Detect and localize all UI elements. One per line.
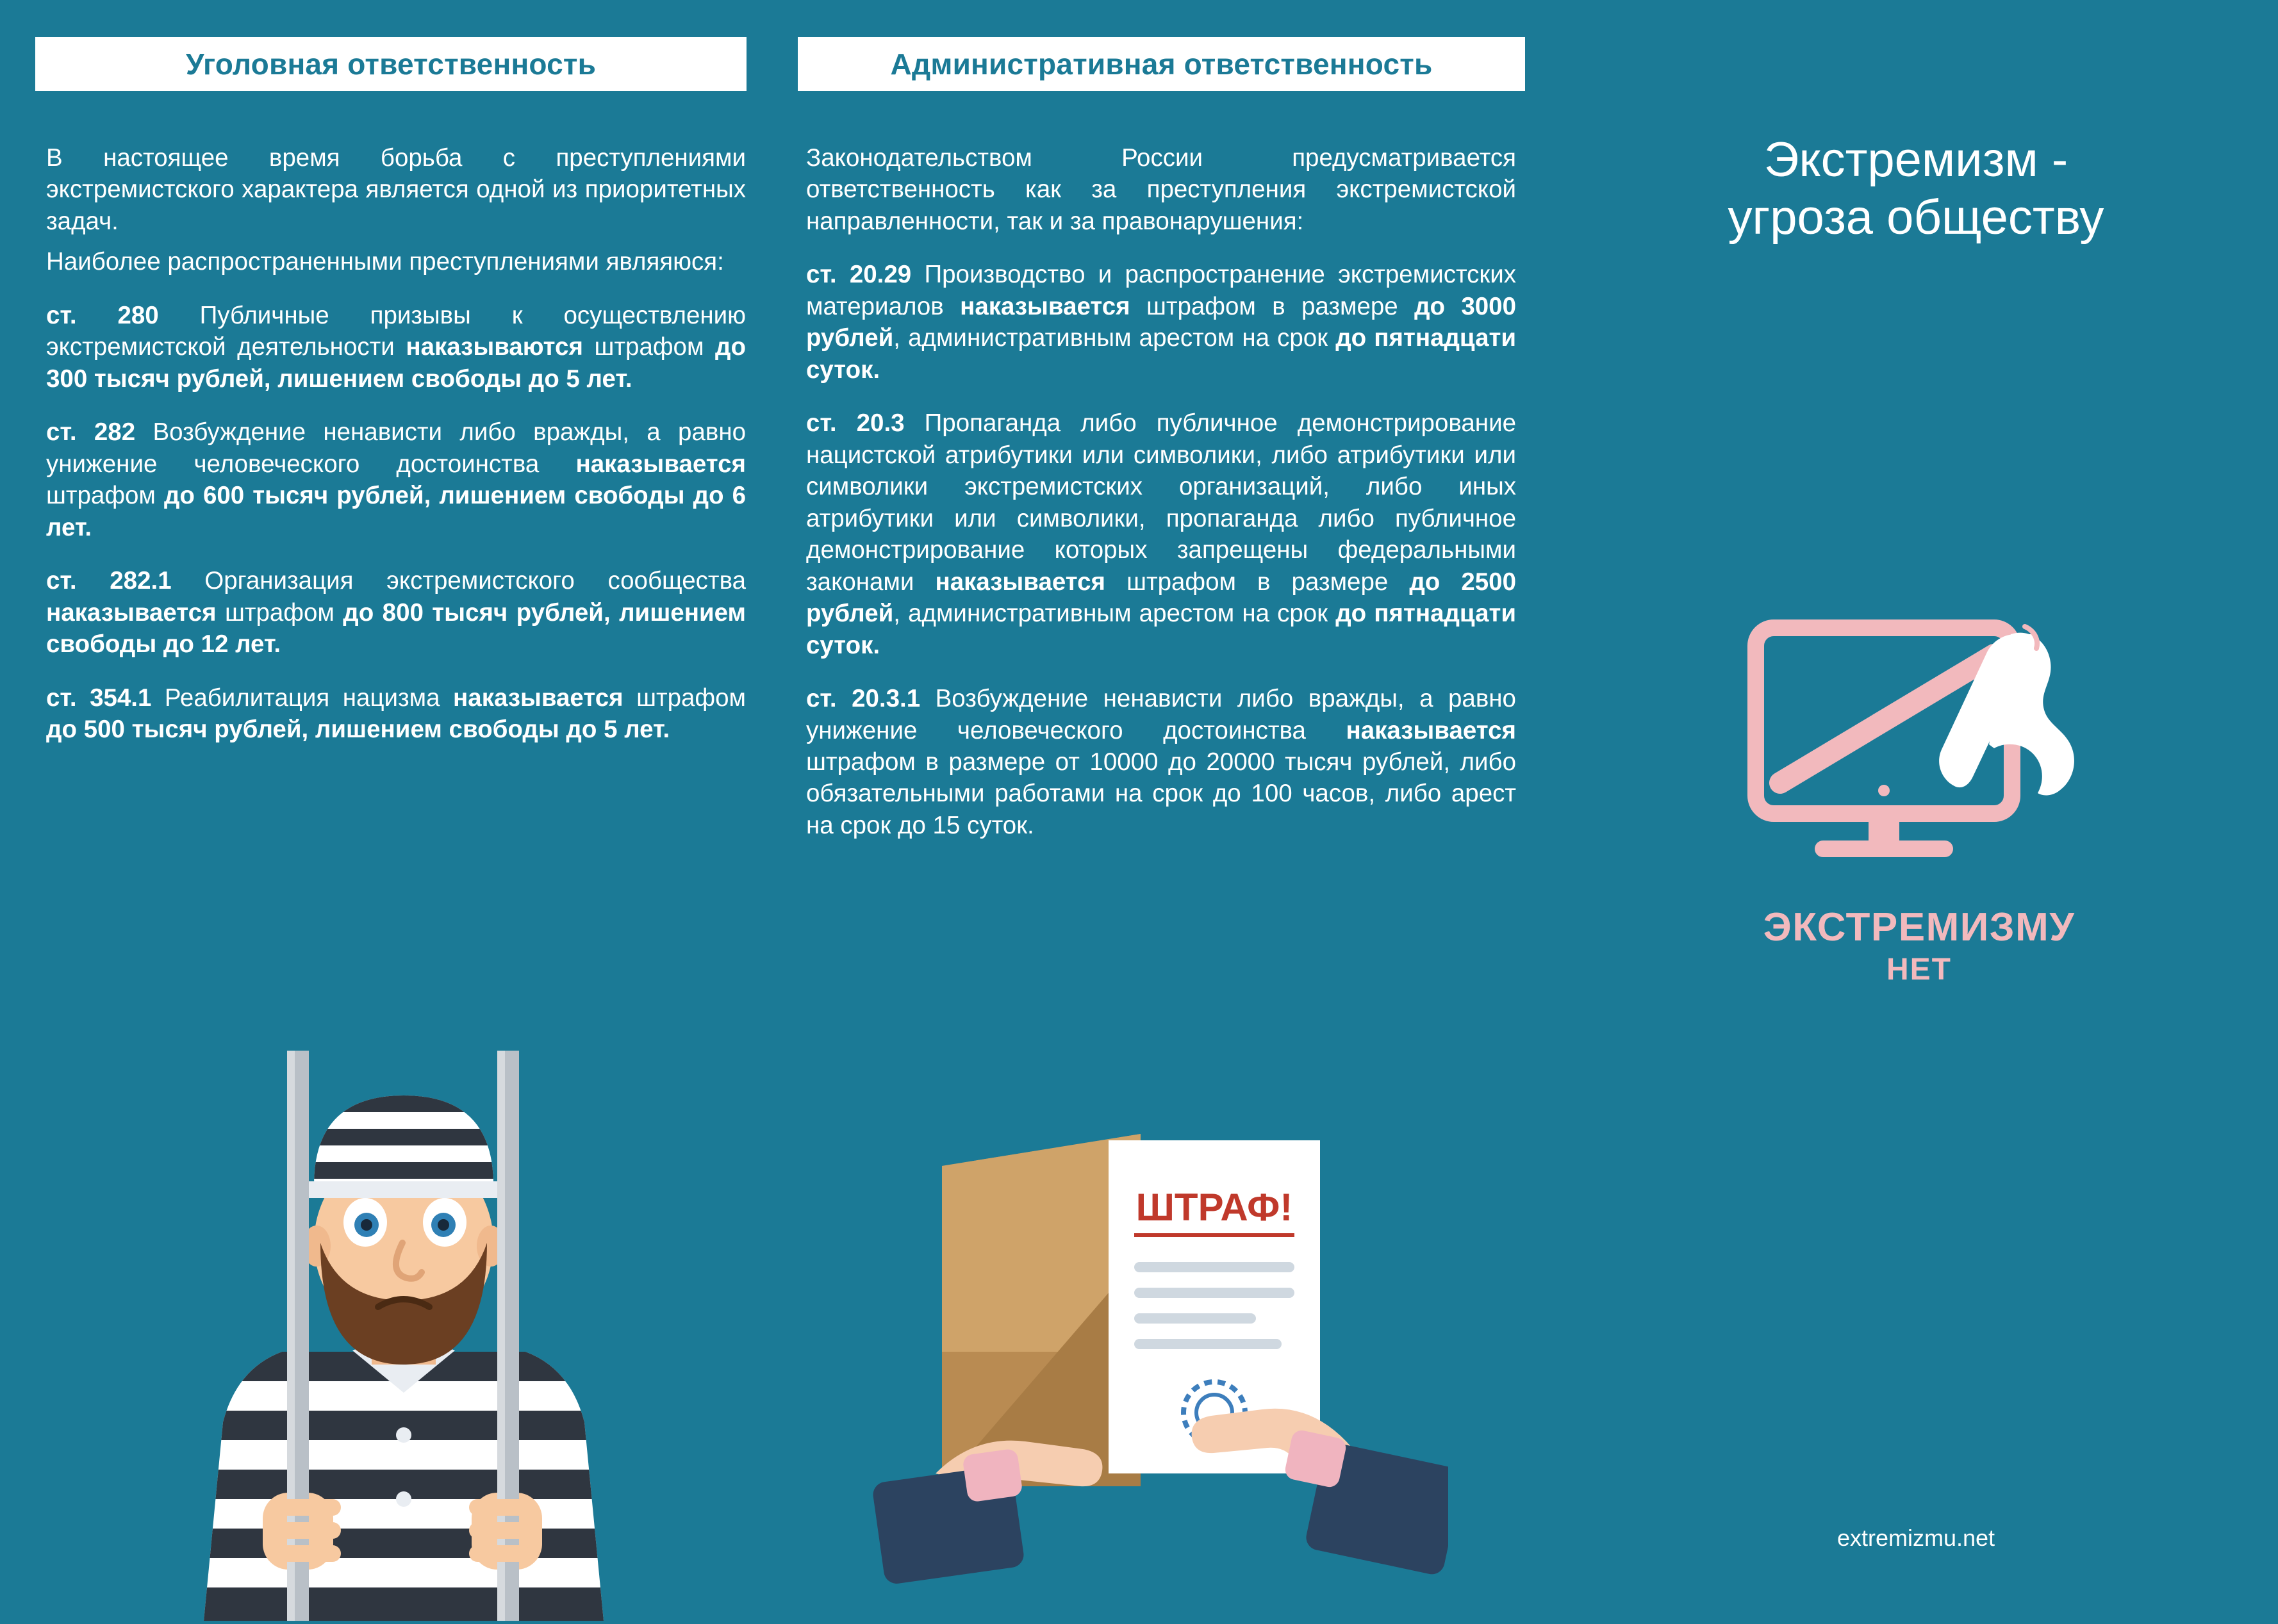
prisoner-behind-bars-illustration [160,1051,647,1621]
no-extremism-monitor-icon [1666,615,2172,890]
fine-document-title: ШТРАФ! [1135,1186,1293,1229]
administrative-paragraph-1: Законодательством России предусматривается ответственность как за преступления экстремистской направленности, так и за правонарушения: [806,144,1516,235]
criminal-liability-column [46,142,746,746]
fine-letter-illustration [839,1063,1448,1621]
criminal-liability-header: Уголовная ответственность [35,37,747,91]
no-extremism-logo [1666,615,2172,1025]
page-title [1583,131,2249,246]
poster-title-line-1: Экстремизм - [1763,133,2068,187]
administrative-liability-header: Административная ответственность [798,37,1525,91]
criminal-article-282: ст. 282 Возбуждение ненависти либо вражды, а равно унижение человеческого достоинства наказывается штрафом до 600 тысяч рублей, лишением свободы до 6 лет. [46,418,746,541]
administrative-article-20-3-1: ст. 20.3.1 Возбуждение ненависти либо вражды, а равно унижение человеческого достоинства наказывается штрафом в размере от 10000 до 20000 тысяч рублей, либо обязательными работами на срок до 100 часов, либо арест на срок до 15 суток. [806,685,1516,839]
criminal-article-354-1: ст. 354.1 Реабилитация нацизма наказывается штрафом до 500 тысяч рублей, лишением свободы до 5 лет. [46,684,746,744]
logo-text-line-2: НЕТ [1886,952,1952,987]
logo-text [1666,906,2172,987]
administrative-article-20-3: ст. 20.3 Пропаганда либо публичное демонстрирование нацистской атрибутики или символики, либо атрибутики или символики экстремистских организаций, либо иных атрибутики или символики, пропаганда либо публичное демонстрирование которых запрещены федеральными законами наказывается штрафом в размере до 2500 рублей, административным арестом на срок до пятнадцати суток. [806,409,1517,659]
criminal-article-280: ст. 280 Публичные призывы к осуществлению экстремистской деятельности наказываются штрафом до 300 тысяч рублей, лишением свободы до 5 лет. [46,301,747,393]
criminal-paragraph-2: Наиболее распространенными преступлениями являяюся: [46,248,724,276]
logo-text-line-1: ЭКСТРЕМИЗМУ [1763,905,2076,949]
criminal-article-282-1: ст. 282.1 Организация экстремистского сообщества наказывается штрафом до 800 тысяч рублей, лишением свободы до 12 лет. [46,567,746,659]
administrative-liability-column [806,142,1516,841]
poster-title-line-2: угроза обществу [1728,190,2104,245]
website-url: extremizmu.net [1836,1525,1995,1551]
administrative-article-20-29: ст. 20.29 Производство и распространение экстремистских материалов наказывается штрафом в размере до 3000 рублей, административным арестом на срок до пятнадцати суток. [806,261,1517,384]
criminal-paragraph-1: В настоящее время борьба с преступлениями экстремистского характера является одной из приоритетных задач. [46,144,746,235]
